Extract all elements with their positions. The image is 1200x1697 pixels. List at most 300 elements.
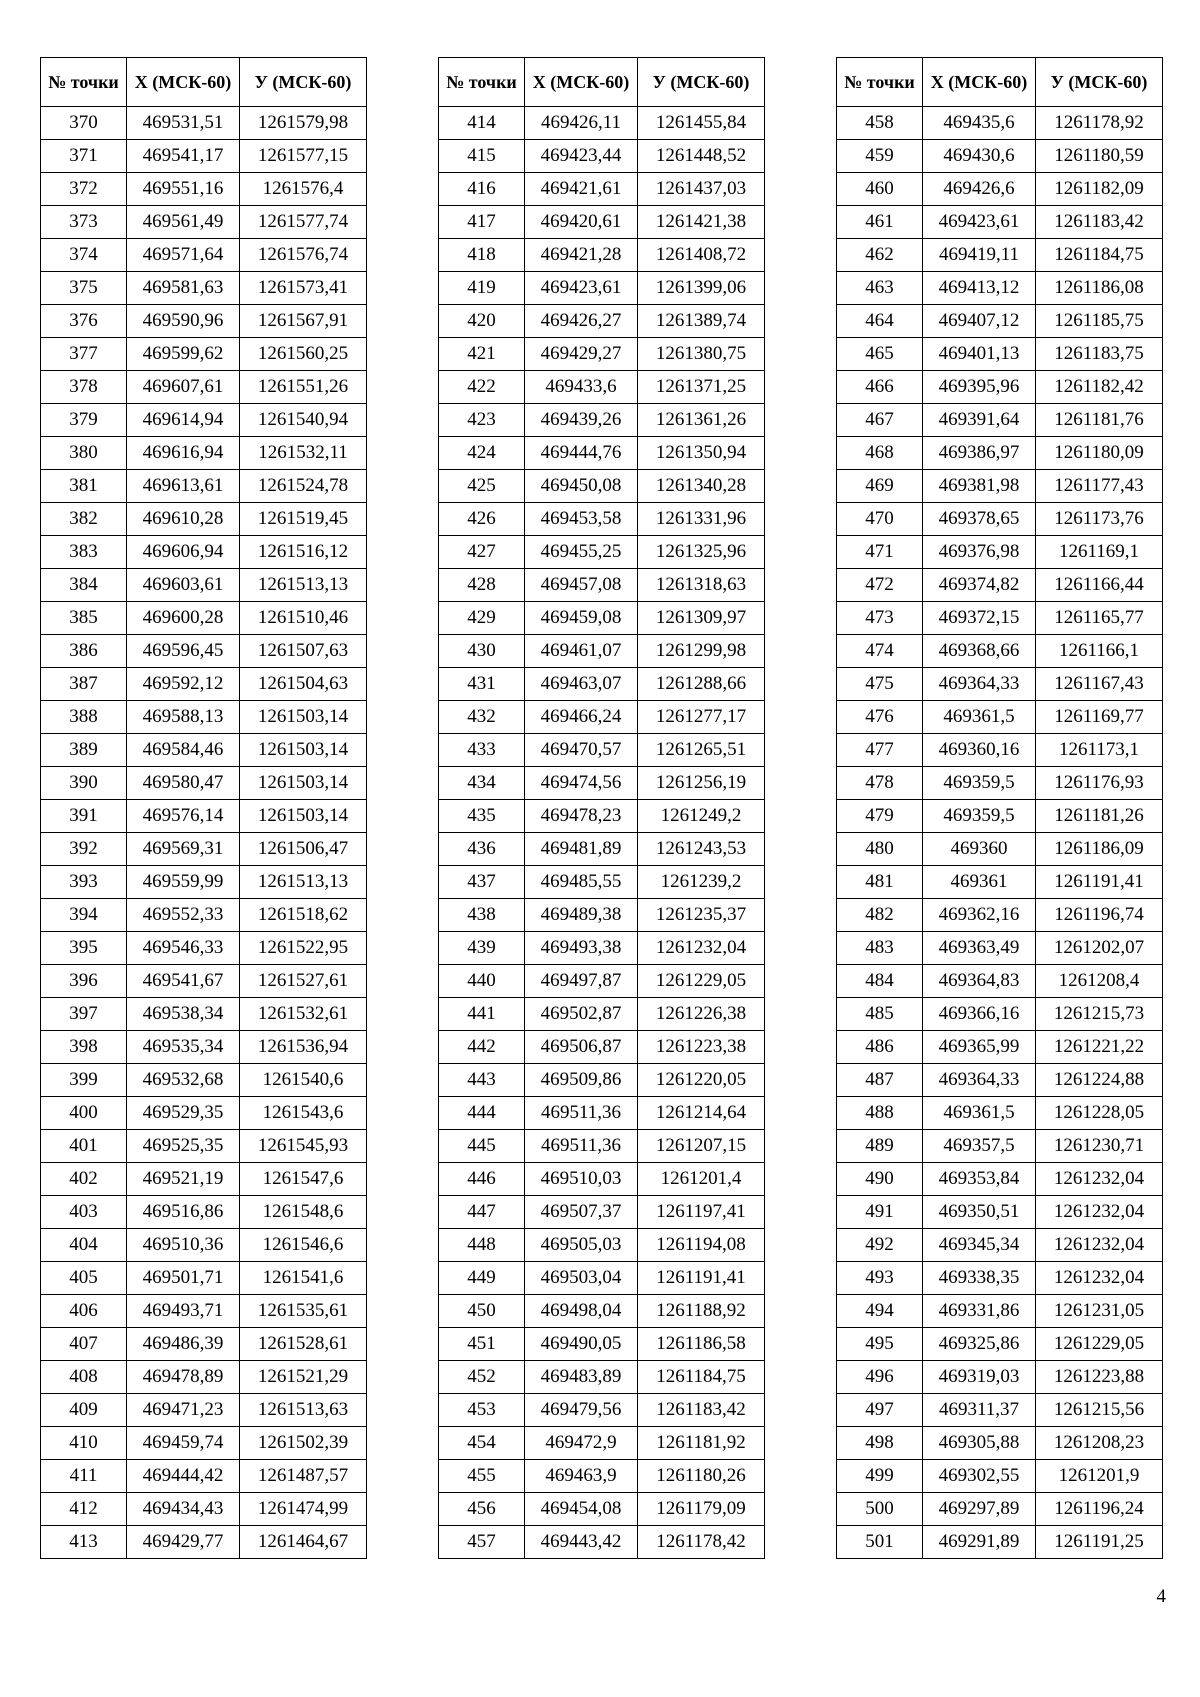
point-number-cell: 446 bbox=[439, 1163, 525, 1196]
x-coordinate-cell: 469450,08 bbox=[525, 470, 638, 503]
y-coordinate-cell: 1261474,99 bbox=[240, 1493, 367, 1526]
point-number-cell: 445 bbox=[439, 1130, 525, 1163]
point-number-cell: 419 bbox=[439, 272, 525, 305]
y-coordinate-cell: 1261230,71 bbox=[1036, 1130, 1163, 1163]
x-coordinate-cell: 469376,98 bbox=[923, 536, 1036, 569]
table-row bbox=[41, 1328, 367, 1361]
x-coordinate-cell: 469374,82 bbox=[923, 569, 1036, 602]
table-row bbox=[439, 1427, 765, 1460]
x-coordinate-cell: 469331,86 bbox=[923, 1295, 1036, 1328]
table-row bbox=[41, 470, 367, 503]
y-coordinate-cell: 1261464,67 bbox=[240, 1526, 367, 1559]
table-row bbox=[439, 800, 765, 833]
point-number-cell: 422 bbox=[439, 371, 525, 404]
point-number-cell: 406 bbox=[41, 1295, 127, 1328]
x-coordinate-cell: 469493,71 bbox=[127, 1295, 240, 1328]
x-coordinate-cell: 469474,56 bbox=[525, 767, 638, 800]
header-row bbox=[837, 58, 1163, 107]
y-coordinate-cell: 1261232,04 bbox=[1036, 1163, 1163, 1196]
x-coordinate-cell: 469407,12 bbox=[923, 305, 1036, 338]
table-row bbox=[837, 668, 1163, 701]
table-row bbox=[439, 899, 765, 932]
x-coordinate-cell: 469616,94 bbox=[127, 437, 240, 470]
table-row bbox=[41, 1064, 367, 1097]
y-coordinate-cell: 1261188,92 bbox=[638, 1295, 765, 1328]
x-coordinate-cell: 469360,16 bbox=[923, 734, 1036, 767]
x-coordinate-cell: 469361,5 bbox=[923, 701, 1036, 734]
point-number-cell: 429 bbox=[439, 602, 525, 635]
x-coordinate-cell: 469580,47 bbox=[127, 767, 240, 800]
table-row bbox=[439, 1328, 765, 1361]
x-coordinate-cell: 469360 bbox=[923, 833, 1036, 866]
y-coordinate-cell: 1261522,95 bbox=[240, 932, 367, 965]
point-number-cell: 430 bbox=[439, 635, 525, 668]
table-row bbox=[41, 437, 367, 470]
point-number-cell: 477 bbox=[837, 734, 923, 767]
point-number-cell: 399 bbox=[41, 1064, 127, 1097]
table-row bbox=[41, 701, 367, 734]
y-coordinate-cell: 1261527,61 bbox=[240, 965, 367, 998]
header-row bbox=[41, 58, 367, 107]
y-coordinate-cell: 1261224,88 bbox=[1036, 1064, 1163, 1097]
point-number-cell: 444 bbox=[439, 1097, 525, 1130]
point-number-cell: 488 bbox=[837, 1097, 923, 1130]
y-coordinate-cell: 1261513,13 bbox=[240, 569, 367, 602]
point-number-cell: 501 bbox=[837, 1526, 923, 1559]
y-coordinate-cell: 1261524,78 bbox=[240, 470, 367, 503]
x-coordinate-cell: 469435,6 bbox=[923, 107, 1036, 140]
point-number-cell: 411 bbox=[41, 1460, 127, 1493]
point-number-cell: 486 bbox=[837, 1031, 923, 1064]
y-coordinate-cell: 1261173,1 bbox=[1036, 734, 1163, 767]
x-coordinate-cell: 469395,96 bbox=[923, 371, 1036, 404]
x-coordinate-cell: 469364,33 bbox=[923, 1064, 1036, 1097]
table-row bbox=[837, 998, 1163, 1031]
x-coordinate-cell: 469532,68 bbox=[127, 1064, 240, 1097]
y-coordinate-cell: 1261576,74 bbox=[240, 239, 367, 272]
table-row bbox=[837, 932, 1163, 965]
table-row bbox=[41, 602, 367, 635]
point-number-cell: 487 bbox=[837, 1064, 923, 1097]
point-number-cell: 463 bbox=[837, 272, 923, 305]
y-coordinate-cell: 1261182,09 bbox=[1036, 173, 1163, 206]
table-row bbox=[439, 602, 765, 635]
y-coordinate-cell: 1261546,6 bbox=[240, 1229, 367, 1262]
table-row bbox=[439, 668, 765, 701]
table-row bbox=[837, 602, 1163, 635]
table-row bbox=[439, 470, 765, 503]
y-coordinate-cell: 1261184,75 bbox=[1036, 239, 1163, 272]
y-coordinate-cell: 1261215,73 bbox=[1036, 998, 1163, 1031]
table-row bbox=[41, 272, 367, 305]
point-number-cell: 468 bbox=[837, 437, 923, 470]
y-coordinate-cell: 1261519,45 bbox=[240, 503, 367, 536]
point-number-cell: 395 bbox=[41, 932, 127, 965]
x-coordinate-cell: 469614,94 bbox=[127, 404, 240, 437]
x-coordinate-cell: 469576,14 bbox=[127, 800, 240, 833]
y-coordinate-cell: 1261186,08 bbox=[1036, 272, 1163, 305]
point-number-cell: 441 bbox=[439, 998, 525, 1031]
point-number-cell: 497 bbox=[837, 1394, 923, 1427]
x-coordinate-cell: 469297,89 bbox=[923, 1493, 1036, 1526]
y-coordinate-cell: 1261201,9 bbox=[1036, 1460, 1163, 1493]
x-coordinate-cell: 469426,11 bbox=[525, 107, 638, 140]
x-coordinate-cell: 469381,98 bbox=[923, 470, 1036, 503]
point-number-cell: 389 bbox=[41, 734, 127, 767]
point-number-cell: 427 bbox=[439, 536, 525, 569]
y-coordinate-cell: 1261256,19 bbox=[638, 767, 765, 800]
point-number-cell: 472 bbox=[837, 569, 923, 602]
table-row bbox=[439, 140, 765, 173]
point-number-cell: 433 bbox=[439, 734, 525, 767]
x-coordinate-cell: 469506,87 bbox=[525, 1031, 638, 1064]
y-coordinate-cell: 1261503,14 bbox=[240, 701, 367, 734]
y-coordinate-cell: 1261249,2 bbox=[638, 800, 765, 833]
y-coordinate-cell: 1261165,77 bbox=[1036, 602, 1163, 635]
header-point-number: № точки bbox=[41, 58, 127, 107]
header-y-coordinate: У (МСК-60) bbox=[638, 58, 765, 107]
x-coordinate-cell: 469490,05 bbox=[525, 1328, 638, 1361]
point-number-cell: 386 bbox=[41, 635, 127, 668]
y-coordinate-cell: 1261350,94 bbox=[638, 437, 765, 470]
x-coordinate-cell: 469569,31 bbox=[127, 833, 240, 866]
point-number-cell: 473 bbox=[837, 602, 923, 635]
point-number-cell: 432 bbox=[439, 701, 525, 734]
y-coordinate-cell: 1261169,1 bbox=[1036, 536, 1163, 569]
x-coordinate-cell: 469423,61 bbox=[923, 206, 1036, 239]
y-coordinate-cell: 1261178,92 bbox=[1036, 107, 1163, 140]
x-coordinate-cell: 469466,24 bbox=[525, 701, 638, 734]
point-number-cell: 437 bbox=[439, 866, 525, 899]
y-coordinate-cell: 1261232,04 bbox=[1036, 1196, 1163, 1229]
y-coordinate-cell: 1261371,25 bbox=[638, 371, 765, 404]
point-number-cell: 382 bbox=[41, 503, 127, 536]
y-coordinate-cell: 1261448,52 bbox=[638, 140, 765, 173]
point-number-cell: 435 bbox=[439, 800, 525, 833]
point-number-cell: 371 bbox=[41, 140, 127, 173]
y-coordinate-cell: 1261181,26 bbox=[1036, 800, 1163, 833]
y-coordinate-cell: 1261309,97 bbox=[638, 602, 765, 635]
x-coordinate-cell: 469498,04 bbox=[525, 1295, 638, 1328]
y-coordinate-cell: 1261507,63 bbox=[240, 635, 367, 668]
table-row bbox=[439, 569, 765, 602]
table-row bbox=[439, 404, 765, 437]
table-row bbox=[439, 107, 765, 140]
x-coordinate-cell: 469345,34 bbox=[923, 1229, 1036, 1262]
table-row bbox=[41, 965, 367, 998]
point-number-cell: 387 bbox=[41, 668, 127, 701]
table-row bbox=[439, 1163, 765, 1196]
table-row bbox=[439, 1526, 765, 1559]
x-coordinate-cell: 469461,07 bbox=[525, 635, 638, 668]
table-row bbox=[837, 569, 1163, 602]
table-row bbox=[41, 1460, 367, 1493]
table-row bbox=[439, 1031, 765, 1064]
x-coordinate-cell: 469353,84 bbox=[923, 1163, 1036, 1196]
y-coordinate-cell: 1261223,38 bbox=[638, 1031, 765, 1064]
y-coordinate-cell: 1261521,29 bbox=[240, 1361, 367, 1394]
y-coordinate-cell: 1261502,39 bbox=[240, 1427, 367, 1460]
x-coordinate-cell: 469584,46 bbox=[127, 734, 240, 767]
header-point-number: № точки bbox=[837, 58, 923, 107]
table-row bbox=[837, 206, 1163, 239]
table-row bbox=[41, 668, 367, 701]
x-coordinate-cell: 469413,12 bbox=[923, 272, 1036, 305]
table-row bbox=[41, 239, 367, 272]
header-y-coordinate: У (МСК-60) bbox=[1036, 58, 1163, 107]
table-row bbox=[41, 305, 367, 338]
point-number-cell: 405 bbox=[41, 1262, 127, 1295]
y-coordinate-cell: 1261513,63 bbox=[240, 1394, 367, 1427]
x-coordinate-cell: 469502,87 bbox=[525, 998, 638, 1031]
table-row bbox=[439, 1196, 765, 1229]
point-number-cell: 383 bbox=[41, 536, 127, 569]
table-row bbox=[837, 404, 1163, 437]
x-coordinate-cell: 469444,76 bbox=[525, 437, 638, 470]
table-row bbox=[837, 965, 1163, 998]
y-coordinate-cell: 1261235,37 bbox=[638, 899, 765, 932]
table-row bbox=[837, 734, 1163, 767]
y-coordinate-cell: 1261183,42 bbox=[638, 1394, 765, 1427]
y-coordinate-cell: 1261239,2 bbox=[638, 866, 765, 899]
y-coordinate-cell: 1261220,05 bbox=[638, 1064, 765, 1097]
point-number-cell: 423 bbox=[439, 404, 525, 437]
table-row bbox=[837, 503, 1163, 536]
y-coordinate-cell: 1261215,56 bbox=[1036, 1394, 1163, 1427]
point-number-cell: 412 bbox=[41, 1493, 127, 1526]
x-coordinate-cell: 469511,36 bbox=[525, 1130, 638, 1163]
table-row bbox=[837, 1460, 1163, 1493]
point-number-cell: 491 bbox=[837, 1196, 923, 1229]
table-row bbox=[439, 1064, 765, 1097]
y-coordinate-cell: 1261201,4 bbox=[638, 1163, 765, 1196]
x-coordinate-cell: 469363,49 bbox=[923, 932, 1036, 965]
x-coordinate-cell: 469505,03 bbox=[525, 1229, 638, 1262]
point-number-cell: 426 bbox=[439, 503, 525, 536]
table-row bbox=[41, 899, 367, 932]
table-row bbox=[439, 1295, 765, 1328]
y-coordinate-cell: 1261196,24 bbox=[1036, 1493, 1163, 1526]
table-row bbox=[41, 767, 367, 800]
y-coordinate-cell: 1261579,98 bbox=[240, 107, 367, 140]
x-coordinate-cell: 469433,6 bbox=[525, 371, 638, 404]
point-number-cell: 449 bbox=[439, 1262, 525, 1295]
y-coordinate-cell: 1261513,13 bbox=[240, 866, 367, 899]
page-number: 4 bbox=[1156, 1586, 1166, 1607]
table-body bbox=[41, 107, 367, 1559]
y-coordinate-cell: 1261408,72 bbox=[638, 239, 765, 272]
x-coordinate-cell: 469603,61 bbox=[127, 569, 240, 602]
point-number-cell: 451 bbox=[439, 1328, 525, 1361]
x-coordinate-cell: 469434,43 bbox=[127, 1493, 240, 1526]
table-row bbox=[837, 1493, 1163, 1526]
y-coordinate-cell: 1261167,43 bbox=[1036, 668, 1163, 701]
point-number-cell: 483 bbox=[837, 932, 923, 965]
point-number-cell: 481 bbox=[837, 866, 923, 899]
table-row bbox=[41, 635, 367, 668]
y-coordinate-cell: 1261208,23 bbox=[1036, 1427, 1163, 1460]
y-coordinate-cell: 1261399,06 bbox=[638, 272, 765, 305]
point-number-cell: 381 bbox=[41, 470, 127, 503]
point-number-cell: 401 bbox=[41, 1130, 127, 1163]
table-row bbox=[837, 1262, 1163, 1295]
x-coordinate-cell: 469401,13 bbox=[923, 338, 1036, 371]
x-coordinate-cell: 469588,13 bbox=[127, 701, 240, 734]
point-number-cell: 436 bbox=[439, 833, 525, 866]
table-row bbox=[837, 1526, 1163, 1559]
x-coordinate-cell: 469472,9 bbox=[525, 1427, 638, 1460]
point-number-cell: 479 bbox=[837, 800, 923, 833]
x-coordinate-cell: 469497,87 bbox=[525, 965, 638, 998]
point-number-cell: 370 bbox=[41, 107, 127, 140]
y-coordinate-cell: 1261197,41 bbox=[638, 1196, 765, 1229]
x-coordinate-cell: 469361,5 bbox=[923, 1097, 1036, 1130]
x-coordinate-cell: 469552,33 bbox=[127, 899, 240, 932]
table-row bbox=[439, 932, 765, 965]
table-row bbox=[41, 1262, 367, 1295]
x-coordinate-cell: 469311,37 bbox=[923, 1394, 1036, 1427]
table-body bbox=[837, 107, 1163, 1559]
x-coordinate-cell: 469429,77 bbox=[127, 1526, 240, 1559]
table-row bbox=[439, 338, 765, 371]
x-coordinate-cell: 469459,08 bbox=[525, 602, 638, 635]
point-number-cell: 414 bbox=[439, 107, 525, 140]
point-number-cell: 380 bbox=[41, 437, 127, 470]
y-coordinate-cell: 1261560,25 bbox=[240, 338, 367, 371]
y-coordinate-cell: 1261548,6 bbox=[240, 1196, 367, 1229]
point-number-cell: 375 bbox=[41, 272, 127, 305]
x-coordinate-cell: 469511,36 bbox=[525, 1097, 638, 1130]
table-row bbox=[439, 239, 765, 272]
x-coordinate-cell: 469531,51 bbox=[127, 107, 240, 140]
x-coordinate-cell: 469599,62 bbox=[127, 338, 240, 371]
y-coordinate-cell: 1261532,11 bbox=[240, 437, 367, 470]
x-coordinate-cell: 469291,89 bbox=[923, 1526, 1036, 1559]
y-coordinate-cell: 1261288,66 bbox=[638, 668, 765, 701]
table-row bbox=[837, 701, 1163, 734]
table-row bbox=[439, 1361, 765, 1394]
x-coordinate-cell: 469541,67 bbox=[127, 965, 240, 998]
x-coordinate-cell: 469372,15 bbox=[923, 602, 1036, 635]
table-row bbox=[837, 437, 1163, 470]
x-coordinate-cell: 469600,28 bbox=[127, 602, 240, 635]
y-coordinate-cell: 1261226,38 bbox=[638, 998, 765, 1031]
point-number-cell: 404 bbox=[41, 1229, 127, 1262]
point-number-cell: 492 bbox=[837, 1229, 923, 1262]
x-coordinate-cell: 469535,34 bbox=[127, 1031, 240, 1064]
point-number-cell: 391 bbox=[41, 800, 127, 833]
x-coordinate-cell: 469485,55 bbox=[525, 866, 638, 899]
point-number-cell: 438 bbox=[439, 899, 525, 932]
x-coordinate-cell: 469386,97 bbox=[923, 437, 1036, 470]
y-coordinate-cell: 1261182,42 bbox=[1036, 371, 1163, 404]
point-number-cell: 455 bbox=[439, 1460, 525, 1493]
x-coordinate-cell: 469493,38 bbox=[525, 932, 638, 965]
x-coordinate-cell: 469421,28 bbox=[525, 239, 638, 272]
point-number-cell: 442 bbox=[439, 1031, 525, 1064]
x-coordinate-cell: 469529,35 bbox=[127, 1097, 240, 1130]
y-coordinate-cell: 1261543,6 bbox=[240, 1097, 367, 1130]
point-number-cell: 372 bbox=[41, 173, 127, 206]
y-coordinate-cell: 1261208,4 bbox=[1036, 965, 1163, 998]
point-number-cell: 450 bbox=[439, 1295, 525, 1328]
y-coordinate-cell: 1261540,94 bbox=[240, 404, 367, 437]
table-row bbox=[439, 1097, 765, 1130]
table-row bbox=[439, 305, 765, 338]
x-coordinate-cell: 469590,96 bbox=[127, 305, 240, 338]
table-row bbox=[41, 206, 367, 239]
table-row bbox=[41, 1097, 367, 1130]
y-coordinate-cell: 1261577,15 bbox=[240, 140, 367, 173]
point-number-cell: 373 bbox=[41, 206, 127, 239]
point-number-cell: 465 bbox=[837, 338, 923, 371]
point-number-cell: 474 bbox=[837, 635, 923, 668]
y-coordinate-cell: 1261169,77 bbox=[1036, 701, 1163, 734]
point-number-cell: 439 bbox=[439, 932, 525, 965]
table-row bbox=[837, 767, 1163, 800]
y-coordinate-cell: 1261573,41 bbox=[240, 272, 367, 305]
table-row bbox=[41, 1130, 367, 1163]
x-coordinate-cell: 469481,89 bbox=[525, 833, 638, 866]
table-row bbox=[837, 1064, 1163, 1097]
y-coordinate-cell: 1261180,09 bbox=[1036, 437, 1163, 470]
point-number-cell: 409 bbox=[41, 1394, 127, 1427]
y-coordinate-cell: 1261576,4 bbox=[240, 173, 367, 206]
table-row bbox=[837, 833, 1163, 866]
point-number-cell: 499 bbox=[837, 1460, 923, 1493]
point-number-cell: 421 bbox=[439, 338, 525, 371]
point-number-cell: 390 bbox=[41, 767, 127, 800]
table-row bbox=[439, 437, 765, 470]
point-number-cell: 459 bbox=[837, 140, 923, 173]
y-coordinate-cell: 1261536,94 bbox=[240, 1031, 367, 1064]
x-coordinate-cell: 469439,26 bbox=[525, 404, 638, 437]
point-number-cell: 495 bbox=[837, 1328, 923, 1361]
y-coordinate-cell: 1261455,84 bbox=[638, 107, 765, 140]
header-x-coordinate: Х (МСК-60) bbox=[127, 58, 240, 107]
y-coordinate-cell: 1261487,57 bbox=[240, 1460, 367, 1493]
x-coordinate-cell: 469483,89 bbox=[525, 1361, 638, 1394]
point-number-cell: 384 bbox=[41, 569, 127, 602]
x-coordinate-cell: 469368,66 bbox=[923, 635, 1036, 668]
x-coordinate-cell: 469525,35 bbox=[127, 1130, 240, 1163]
x-coordinate-cell: 469319,03 bbox=[923, 1361, 1036, 1394]
y-coordinate-cell: 1261504,63 bbox=[240, 668, 367, 701]
x-coordinate-cell: 469455,25 bbox=[525, 536, 638, 569]
y-coordinate-cell: 1261380,75 bbox=[638, 338, 765, 371]
x-coordinate-cell: 469453,58 bbox=[525, 503, 638, 536]
y-coordinate-cell: 1261389,74 bbox=[638, 305, 765, 338]
x-coordinate-cell: 469486,39 bbox=[127, 1328, 240, 1361]
y-coordinate-cell: 1261577,74 bbox=[240, 206, 367, 239]
y-coordinate-cell: 1261166,44 bbox=[1036, 569, 1163, 602]
y-coordinate-cell: 1261176,93 bbox=[1036, 767, 1163, 800]
table-row bbox=[837, 1361, 1163, 1394]
x-coordinate-cell: 469359,5 bbox=[923, 800, 1036, 833]
table-row bbox=[837, 305, 1163, 338]
point-number-cell: 378 bbox=[41, 371, 127, 404]
point-number-cell: 453 bbox=[439, 1394, 525, 1427]
y-coordinate-cell: 1261229,05 bbox=[638, 965, 765, 998]
y-coordinate-cell: 1261221,22 bbox=[1036, 1031, 1163, 1064]
x-coordinate-cell: 469501,71 bbox=[127, 1262, 240, 1295]
x-coordinate-cell: 469503,04 bbox=[525, 1262, 638, 1295]
point-number-cell: 461 bbox=[837, 206, 923, 239]
y-coordinate-cell: 1261510,46 bbox=[240, 602, 367, 635]
x-coordinate-cell: 469362,16 bbox=[923, 899, 1036, 932]
point-number-cell: 407 bbox=[41, 1328, 127, 1361]
y-coordinate-cell: 1261232,04 bbox=[1036, 1229, 1163, 1262]
